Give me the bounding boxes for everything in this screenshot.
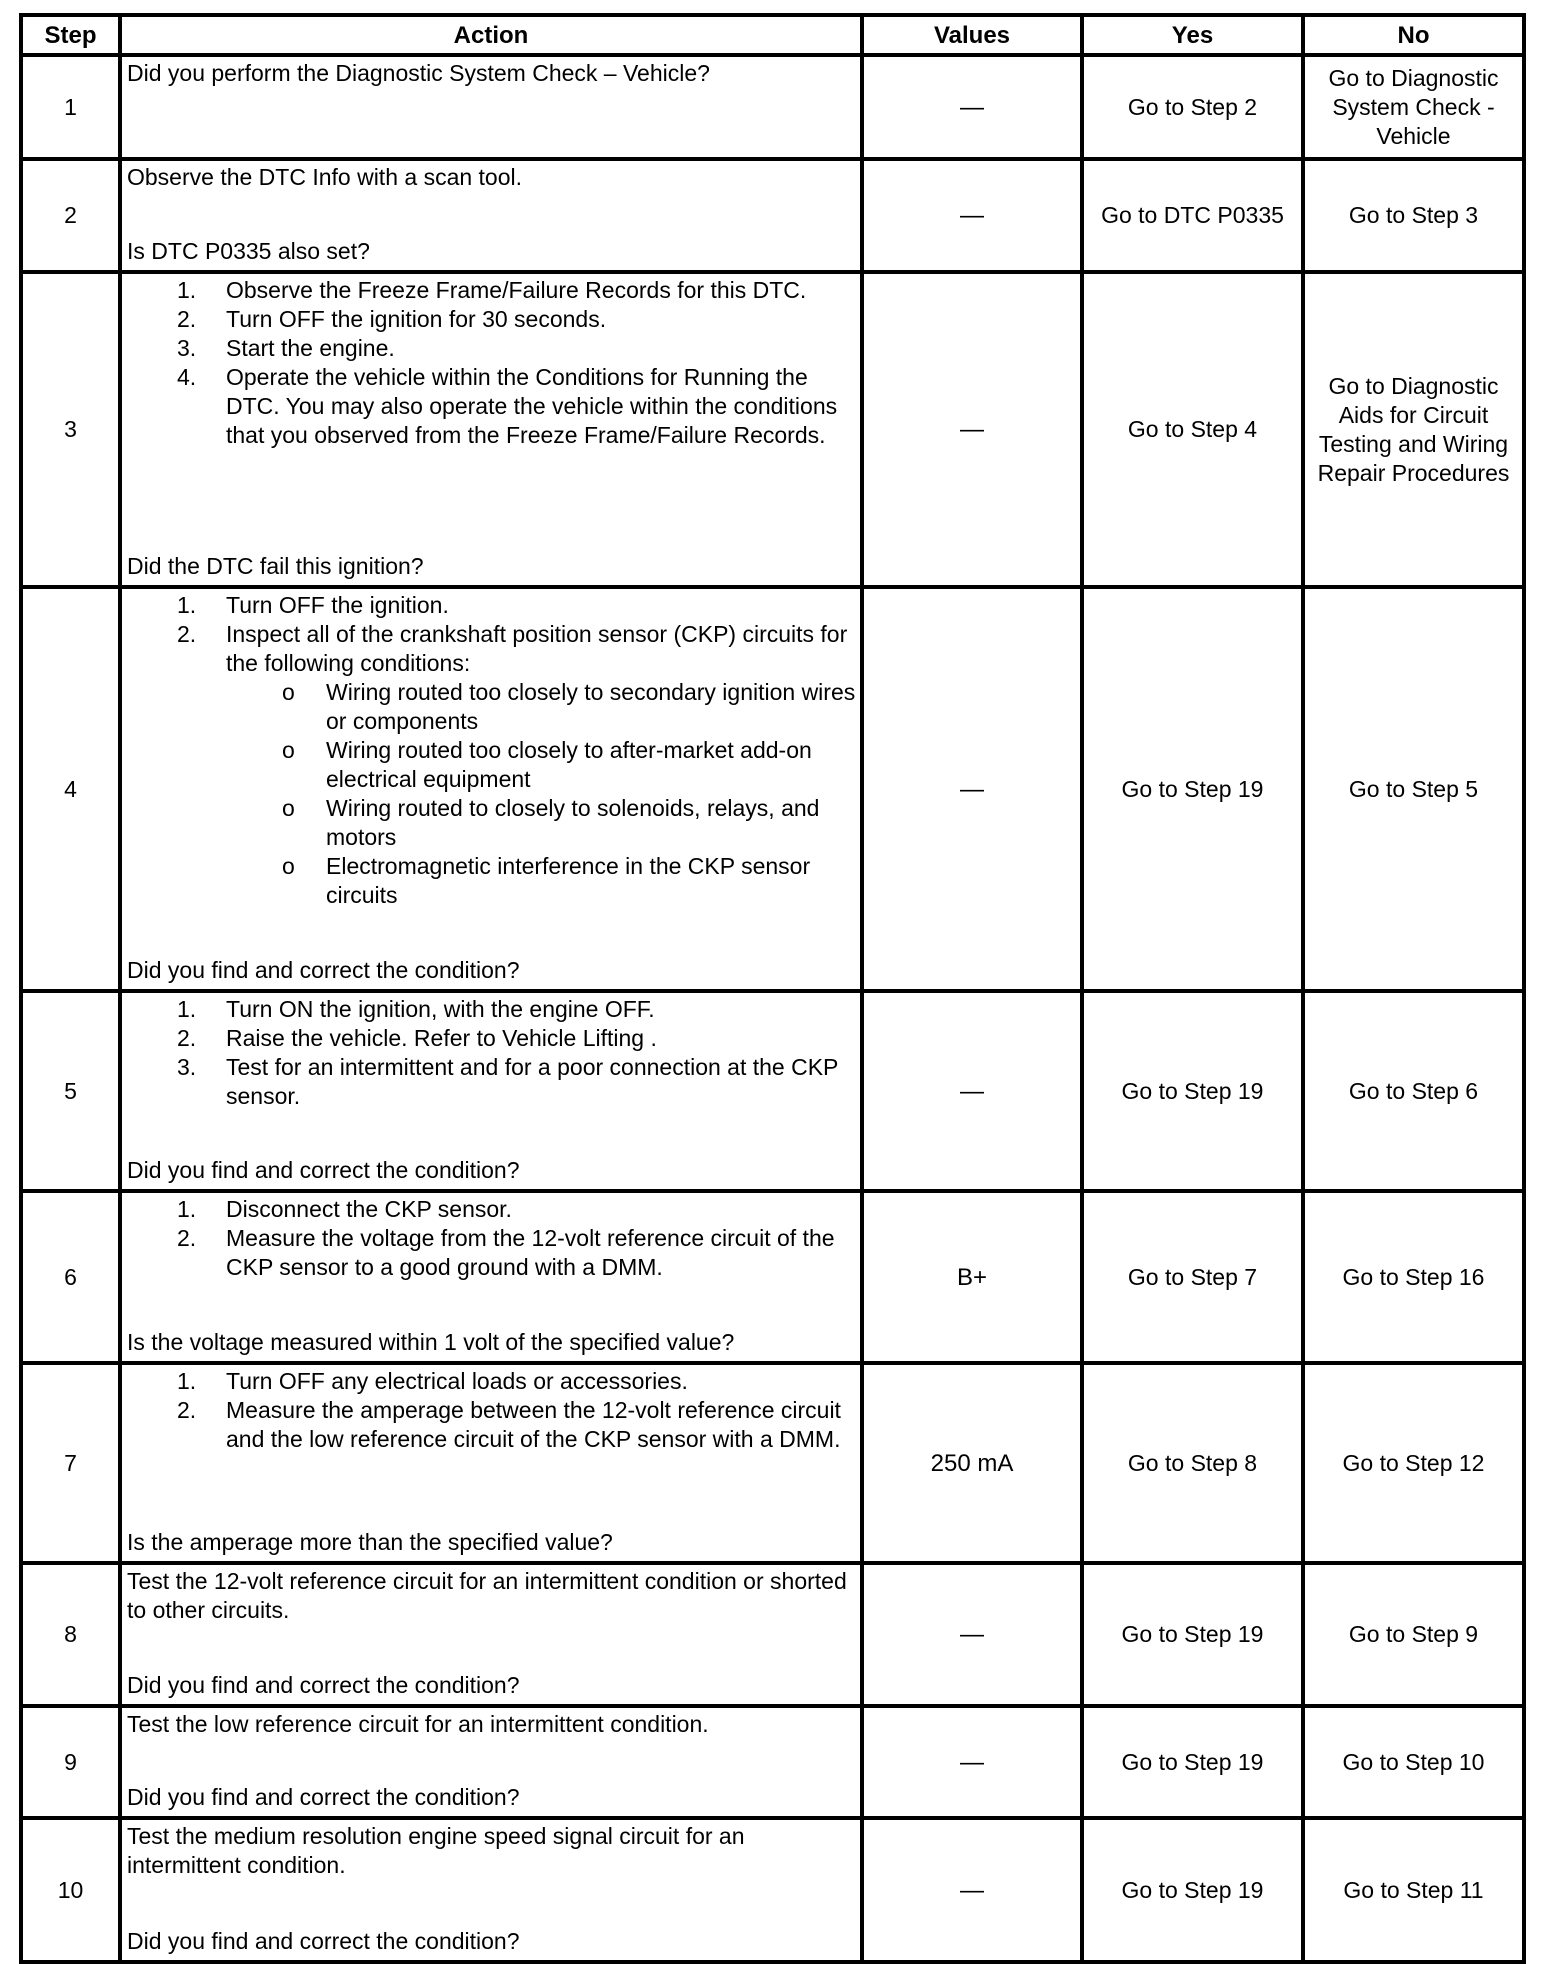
table-row bbox=[21, 159, 1524, 272]
table-row bbox=[21, 1706, 1524, 1818]
no-result: Go to Diagnostic Aids for Circuit Testing and Wiring Repair Procedures bbox=[1303, 272, 1524, 587]
action-content bbox=[122, 161, 860, 270]
action-question: Did you find and correct the condition? bbox=[127, 1928, 520, 1954]
action-content bbox=[122, 589, 860, 989]
table-row bbox=[21, 587, 1524, 991]
action-cell bbox=[120, 1818, 862, 1962]
step-number: 6 bbox=[21, 1191, 120, 1363]
action-content bbox=[122, 1365, 860, 1561]
no-result: Go to Diagnostic System Check - Vehicle bbox=[1303, 55, 1524, 159]
spec-value: — bbox=[862, 1706, 1082, 1818]
substep-number: 1. bbox=[177, 1368, 197, 1394]
yes-result: Go to Step 8 bbox=[1082, 1363, 1303, 1563]
table-row bbox=[21, 55, 1524, 159]
header-action: Action bbox=[120, 15, 862, 55]
substep-text: Raise the vehicle. Refer to Vehicle Lifting . bbox=[226, 1025, 657, 1051]
action-content bbox=[122, 1708, 860, 1816]
substep-text: Turn OFF any electrical loads or accessories. bbox=[226, 1368, 688, 1394]
substep-number: 2. bbox=[177, 1025, 197, 1051]
substep-item bbox=[127, 276, 858, 305]
action-instructions bbox=[127, 1710, 858, 1739]
action-intro: Test the low reference circuit for an intermittent condition. bbox=[127, 1711, 709, 1737]
diagnostic-table bbox=[19, 13, 1526, 1964]
no-result: Go to Step 12 bbox=[1303, 1363, 1524, 1563]
substep-item bbox=[127, 334, 858, 363]
step-number: 1 bbox=[21, 55, 120, 159]
spec-value: — bbox=[862, 991, 1082, 1191]
action-question: Is DTC P0335 also set? bbox=[127, 238, 370, 264]
yes-result: Go to DTC P0335 bbox=[1082, 159, 1303, 272]
substep-item bbox=[127, 591, 858, 620]
substep-list bbox=[127, 276, 858, 450]
action-question: Is the amperage more than the specified value? bbox=[127, 1529, 613, 1555]
substep-text: Turn ON the ignition, with the engine OFF. bbox=[226, 996, 655, 1022]
substep-item bbox=[127, 995, 858, 1024]
action-question: Did you find and correct the condition? bbox=[127, 1784, 520, 1810]
yes-result: Go to Step 7 bbox=[1082, 1191, 1303, 1363]
action-question: Did the DTC fail this ignition? bbox=[127, 553, 424, 579]
substep-number: 1. bbox=[177, 1196, 197, 1222]
substep-list bbox=[127, 1195, 858, 1282]
condition-item bbox=[226, 852, 858, 910]
substep-item bbox=[127, 1053, 858, 1111]
no-result: Go to Step 6 bbox=[1303, 991, 1524, 1191]
header-row bbox=[21, 15, 1524, 55]
table-row bbox=[21, 1563, 1524, 1706]
substep-number: 1. bbox=[177, 277, 197, 303]
action-content bbox=[122, 1820, 860, 1960]
action-intro: Test the 12-volt reference circuit for an intermittent condition or shorted to other circuits. bbox=[127, 1568, 847, 1623]
substep-text: Operate the vehicle within the Conditions for Running the DTC. You may also operate the vehicle within the conditions that you observed from the Freeze Frame/Failure Records. bbox=[226, 364, 838, 448]
header-step: Step bbox=[21, 15, 120, 55]
substep-text: Observe the Freeze Frame/Failure Records for this DTC. bbox=[226, 277, 807, 303]
spec-value: — bbox=[862, 1563, 1082, 1706]
spec-value: — bbox=[862, 587, 1082, 991]
substep-item bbox=[127, 363, 858, 450]
condition-text: Wiring routed too closely to secondary ignition wires or components bbox=[326, 679, 856, 734]
step-number: 4 bbox=[21, 587, 120, 991]
substep-list bbox=[127, 1367, 858, 1454]
action-instructions bbox=[127, 1367, 858, 1454]
action-cell bbox=[120, 1706, 862, 1818]
action-cell bbox=[120, 1191, 862, 1363]
yes-result: Go to Step 19 bbox=[1082, 587, 1303, 991]
table-row bbox=[21, 1363, 1524, 1563]
action-cell bbox=[120, 1563, 862, 1706]
no-result: Go to Step 5 bbox=[1303, 587, 1524, 991]
yes-result: Go to Step 19 bbox=[1082, 1563, 1303, 1706]
spec-value: B+ bbox=[862, 1191, 1082, 1363]
action-cell bbox=[120, 1363, 862, 1563]
action-cell bbox=[120, 991, 862, 1191]
action-cell bbox=[120, 159, 862, 272]
step-number: 7 bbox=[21, 1363, 120, 1563]
step-number: 5 bbox=[21, 991, 120, 1191]
action-question: Did you find and correct the condition? bbox=[127, 1672, 520, 1698]
substep-number: 3. bbox=[177, 1054, 197, 1080]
no-result: Go to Step 9 bbox=[1303, 1563, 1524, 1706]
substep-number: 2. bbox=[177, 1397, 197, 1423]
substep-text: Inspect all of the crankshaft position sensor (CKP) circuits for the following conditions: bbox=[226, 621, 848, 676]
substep-item bbox=[127, 1396, 858, 1454]
condition-text: Electromagnetic interference in the CKP sensor circuits bbox=[326, 853, 811, 908]
no-result: Go to Step 3 bbox=[1303, 159, 1524, 272]
action-instructions bbox=[127, 276, 858, 450]
no-result: Go to Step 10 bbox=[1303, 1706, 1524, 1818]
action-content bbox=[122, 993, 860, 1189]
condition-item bbox=[226, 678, 858, 736]
condition-text: Wiring routed to closely to solenoids, relays, and motors bbox=[326, 795, 820, 850]
substep-item bbox=[127, 1367, 858, 1396]
substep-number: 2. bbox=[177, 621, 197, 647]
header-no: No bbox=[1303, 15, 1524, 55]
action-intro: Test the medium resolution engine speed signal circuit for an intermittent condition. bbox=[127, 1823, 745, 1878]
step-number: 2 bbox=[21, 159, 120, 272]
substep-number: 1. bbox=[177, 996, 197, 1022]
action-instructions bbox=[127, 59, 858, 88]
substep-text: Turn OFF the ignition for 30 seconds. bbox=[226, 306, 607, 332]
substep-text: Measure the amperage between the 12-volt reference circuit and the low reference circuit of the CKP sensor with a DMM. bbox=[226, 1397, 841, 1452]
spec-value: — bbox=[862, 272, 1082, 587]
yes-result: Go to Step 2 bbox=[1082, 55, 1303, 159]
yes-result: Go to Step 19 bbox=[1082, 1818, 1303, 1962]
action-content bbox=[122, 1565, 860, 1704]
table-row bbox=[21, 1818, 1524, 1962]
substep-number: 3. bbox=[177, 335, 197, 361]
condition-text: Wiring routed too closely to after-market add-on electrical equipment bbox=[326, 737, 812, 792]
table-row bbox=[21, 272, 1524, 587]
no-result: Go to Step 16 bbox=[1303, 1191, 1524, 1363]
condition-list bbox=[226, 678, 858, 910]
step-number: 10 bbox=[21, 1818, 120, 1962]
substep-text: Disconnect the CKP sensor. bbox=[226, 1196, 512, 1222]
header-values: Values bbox=[862, 15, 1082, 55]
substep-list bbox=[127, 591, 858, 910]
substep-list bbox=[127, 995, 858, 1111]
action-question: Is the voltage measured within 1 volt of the specified value? bbox=[127, 1329, 735, 1355]
action-instructions bbox=[127, 591, 858, 910]
spec-value: — bbox=[862, 55, 1082, 159]
substep-number: 2. bbox=[177, 306, 197, 332]
action-content bbox=[122, 1193, 860, 1361]
action-cell bbox=[120, 587, 862, 991]
spec-value: — bbox=[862, 1818, 1082, 1962]
bullet-marker: o bbox=[282, 795, 295, 821]
step-number: 8 bbox=[21, 1563, 120, 1706]
spec-value: — bbox=[862, 159, 1082, 272]
action-instructions bbox=[127, 1195, 858, 1282]
spec-value: 250 mA bbox=[862, 1363, 1082, 1563]
action-instructions bbox=[127, 1822, 858, 1880]
substep-item bbox=[127, 1224, 858, 1282]
step-number: 9 bbox=[21, 1706, 120, 1818]
action-intro: Did you perform the Diagnostic System Check – Vehicle? bbox=[127, 60, 710, 86]
substep-text: Measure the voltage from the 12-volt reference circuit of the CKP sensor to a good ground with a DMM. bbox=[226, 1225, 835, 1280]
action-content bbox=[122, 57, 860, 157]
substep-item bbox=[127, 305, 858, 334]
action-intro: Observe the DTC Info with a scan tool. bbox=[127, 164, 523, 190]
condition-item bbox=[226, 736, 858, 794]
step-number: 3 bbox=[21, 272, 120, 587]
substep-item bbox=[127, 1024, 858, 1053]
action-instructions bbox=[127, 163, 858, 192]
substep-text: Start the engine. bbox=[226, 335, 395, 361]
substep-number: 4. bbox=[177, 364, 197, 390]
substep-number: 1. bbox=[177, 592, 197, 618]
yes-result: Go to Step 19 bbox=[1082, 1706, 1303, 1818]
bullet-marker: o bbox=[282, 737, 295, 763]
substep-text: Turn OFF the ignition. bbox=[226, 592, 449, 618]
table-row bbox=[21, 991, 1524, 1191]
substep-item bbox=[127, 620, 858, 910]
table-row bbox=[21, 1191, 1524, 1363]
action-instructions bbox=[127, 1567, 858, 1625]
action-question: Did you find and correct the condition? bbox=[127, 957, 520, 983]
table-body bbox=[21, 55, 1524, 1962]
bullet-marker: o bbox=[282, 679, 295, 705]
action-cell bbox=[120, 55, 862, 159]
action-question: Did you find and correct the condition? bbox=[127, 1157, 520, 1183]
action-content bbox=[122, 274, 860, 585]
action-cell bbox=[120, 272, 862, 587]
condition-item bbox=[226, 794, 858, 852]
header-yes: Yes bbox=[1082, 15, 1303, 55]
yes-result: Go to Step 19 bbox=[1082, 991, 1303, 1191]
no-result: Go to Step 11 bbox=[1303, 1818, 1524, 1962]
action-instructions bbox=[127, 995, 858, 1111]
bullet-marker: o bbox=[282, 853, 295, 879]
yes-result: Go to Step 4 bbox=[1082, 272, 1303, 587]
substep-number: 2. bbox=[177, 1225, 197, 1251]
substep-text: Test for an intermittent and for a poor connection at the CKP sensor. bbox=[226, 1054, 838, 1109]
substep-item bbox=[127, 1195, 858, 1224]
